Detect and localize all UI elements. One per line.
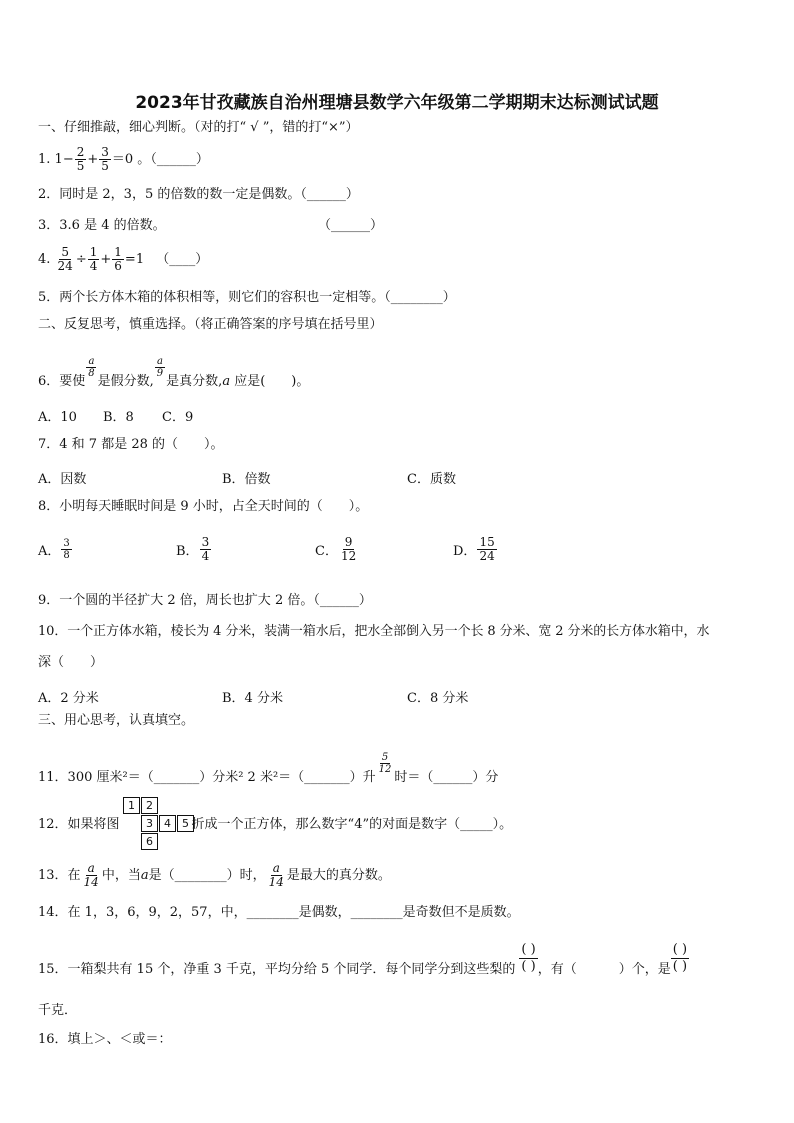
fraction: $\frac{a}{14}$ [268,861,284,889]
net-cell: 2 [141,797,158,814]
net-cell: 1 [123,797,140,814]
option-c[interactable]: C．8 分米 [407,691,469,706]
fraction: $\frac{1}{4}$ [89,245,98,273]
net-cell: 5 [177,815,194,832]
question-4: 4. $\frac{5}{24}$ ÷ $\frac{1}{4}$ + $\frac{1}{6}$ =1 （____） [38,245,209,273]
question-10-line-2: 深（ ） [38,655,104,670]
question-6: 6．要使 $\frac{a}{8}$ 是假分数, $\frac{a}{9}$ 是真分数,a 应是( )。 [38,356,310,389]
fraction: $\frac{a}{9}$ [156,356,164,379]
fraction: $\frac{a}{8}$ [88,356,95,379]
answer-blank[interactable]: （______） [150,152,209,167]
question-1: 1. 1− $\frac{2}{5}$ + $\frac{3}{5}$ ＝0 。（______） [38,145,209,173]
option-c[interactable]: C．质数 [407,472,456,487]
fraction: $\frac{9}{12}$ [340,535,357,563]
fraction-blank[interactable]: $\frac{( )}{( )}$ [672,942,688,974]
net-cell: 6 [141,833,158,850]
option-a[interactable]: A． $\frac{3}{8}$ [38,538,70,561]
answer-blank[interactable]: （______） [318,218,384,233]
fraction-blank[interactable]: $\frac{( )}{( )}$ [521,942,536,974]
question-11: 11．300 厘米²＝（_______）分米² 2 米²＝（_______）升 $\frac{5}{12}$ 时＝（______）分 [38,752,499,785]
option-a[interactable]: A．10 [38,410,77,425]
question-14: 14．在 1，3，6，9，2，57，中，________是偶数，________是奇数但不是质数。 [38,905,520,920]
fraction: $\frac{2}{5}$ [76,145,85,173]
section-heading-1: 一、仔细推敲，细心判断。（对的打“ √ ”，错的打“×”） [38,120,359,135]
option-b[interactable]: B．4 分米 [222,691,283,706]
answer-blank[interactable]: （____） [156,252,209,267]
fraction: $\frac{3}{8}$ [63,538,70,561]
option-c[interactable]: C． $\frac{9}{12}$ [315,535,357,563]
question-5: 5．两个长方体木箱的体积相等，则它们的容积也一定相等。（________） [38,290,456,305]
question-3: 3．3.6 是 4 的倍数。 （______） [38,218,384,233]
option-b[interactable]: B． $\frac{3}{4}$ [176,535,210,563]
option-d[interactable]: D． $\frac{15}{24}$ [453,535,495,563]
fraction: $\frac{5}{12}$ [378,752,392,775]
question-13: 13．在 $\frac{a}{14}$ 中，当a是（________）时， $\frac{a}{14}$ 是最大的真分数。 [38,861,391,889]
question-12: 12．如果将图 折成一个正方体，那么数字“4”的对面是数字（_____）。 [38,817,513,832]
section-heading-3: 三、用心思考，认真填空。 [38,713,195,728]
section-heading-2: 二、反复思考，慎重选择。（将正确答案的序号填在括号里） [38,317,383,332]
option-b[interactable]: B．倍数 [222,472,271,487]
option-a[interactable]: A．2 分米 [38,691,99,706]
question-15: 15．一箱梨共有 15 个，净重 3 千克，平均分给 5 个同学．每个同学分到这些梨的 $\frac{( )}{( )}$ ，有（ ）个，是 $\frac{( )}{( )}$ [38,942,688,977]
question-2: 2．同时是 2，3，5 的倍数的数一定是偶数。（______） [38,187,359,202]
fraction: $\frac{3}{5}$ [101,145,109,173]
question-15-line-2: 千克． [38,1003,78,1018]
fraction: $\frac{5}{24}$ [57,245,73,273]
fraction: $\frac{1}{6}$ [114,245,122,273]
question-16: 16．填上＞、＜或＝： [38,1032,172,1047]
net-cell: 4 [159,815,176,832]
net-cell: 3 [141,815,158,832]
page-title: 2023年甘孜藏族自治州理塘县数学六年级第二学期期末达标测试试题 [135,93,659,113]
option-c[interactable]: C．9 [162,410,194,425]
option-b[interactable]: B．8 [103,410,134,425]
fraction: $\frac{3}{4}$ [201,535,210,563]
question-7: 7．4 和 7 都是 28 的（ ）。 [38,437,224,452]
cube-net-figure [123,797,195,851]
question-10-line-1: 10．一个正方体水箱，棱长为 4 分米，装满一箱水后，把水全部倒入另一个长 8 分米、宽 2 分米的长方体水箱中，水 [38,624,710,639]
option-a[interactable]: A．因数 [38,472,87,487]
fraction: $\frac{15}{24}$ [479,535,495,563]
question-9: 9．一个圆的半径扩大 2 倍，周长也扩大 2 倍。（______） [38,593,372,608]
fraction: $\frac{a}{14}$ [83,861,99,889]
question-8: 8．小明每天睡眠时间是 9 小时，占全天时间的（ ）。 [38,499,369,514]
